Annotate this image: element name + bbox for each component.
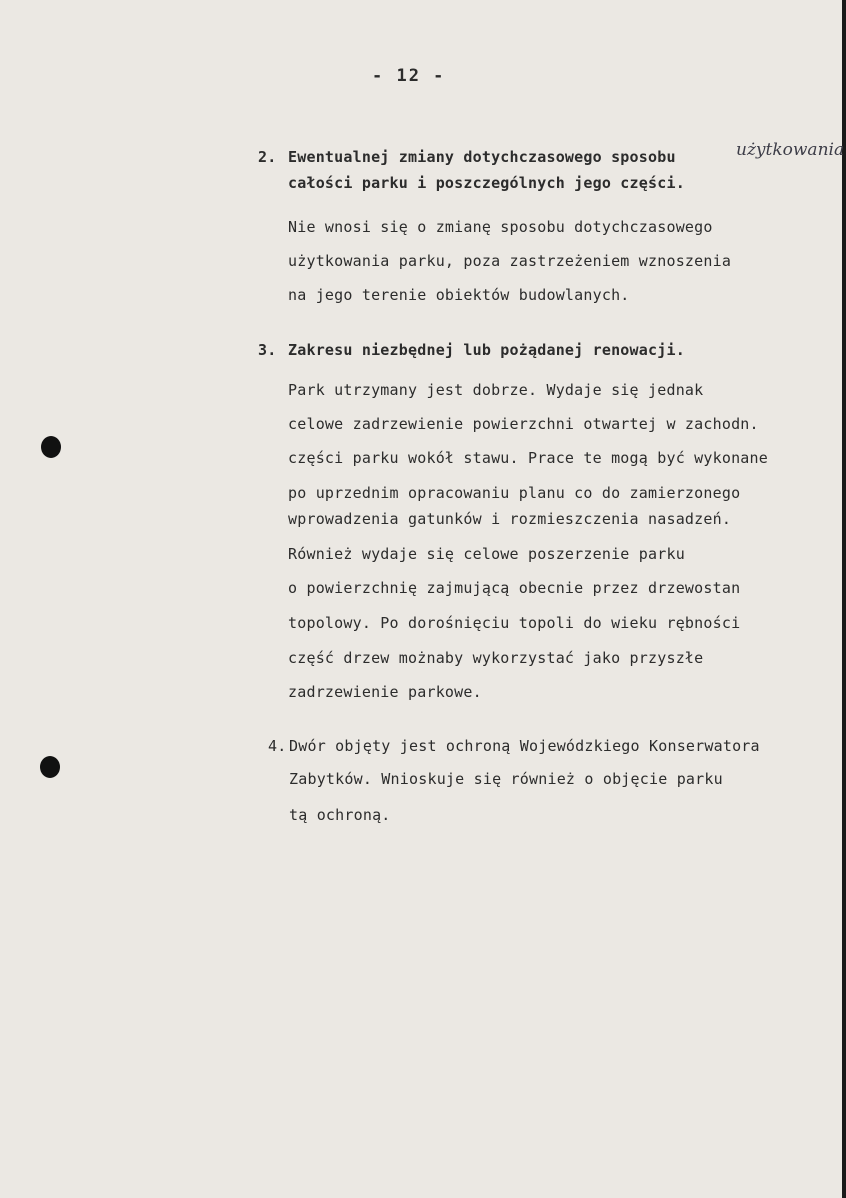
section-3-body-line: zadrzewienie parkowe. — [288, 683, 482, 701]
section-3-body-line: część drzew możnaby wykorzystać jako przyszłe — [288, 649, 704, 667]
section-3-body-line: celowe zadrzewienie powierzchni otwartej w zachodn. — [288, 415, 759, 433]
section-3-body-line: po uprzednim opracowaniu planu co do zamierzonego — [288, 484, 741, 502]
section-4-body-line: tą ochroną. — [289, 806, 391, 824]
section-2-body-line: Nie wnosi się o zmianę sposobu dotychczasowego — [288, 218, 713, 236]
section-3-body-line: części parku wokół stawu. Prace te mogą być wykonane — [288, 449, 768, 467]
page-number: - 12 - — [372, 66, 446, 86]
section-2-number: 2. — [258, 148, 277, 166]
section-2-heading-line-2: całości parku i poszczególnych jego części. — [288, 174, 685, 192]
section-2-body-line: na jego terenie obiektów budowlanych. — [288, 286, 630, 304]
section-4-body-line: Zabytków. Wnioskuje się również o objęcie parku — [289, 770, 723, 788]
section-3-heading: Zakresu niezbędnej lub pożądanej renowacji. — [288, 341, 685, 359]
section-3-body-line: Również wydaje się celowe poszerzenie parku — [288, 545, 685, 563]
section-2-body-line: użytkowania parku, poza zastrzeżeniem wznoszenia — [288, 252, 732, 270]
section-3-number: 3. — [258, 341, 277, 359]
section-2-heading-line-1: Ewentualnej zmiany dotychczasowego sposobu — [288, 148, 676, 166]
section-3-body-line: Park utrzymany jest dobrze. Wydaje się jednak — [288, 381, 704, 399]
punch-hole — [40, 756, 60, 778]
section-3-body-line: o powierzchnię zajmującą obecnie przez drzewostan — [288, 579, 741, 597]
section-4-number: 4. — [268, 737, 287, 755]
section-4-body-line: Dwór objęty jest ochroną Wojewódzkiego Konserwatora — [289, 737, 760, 755]
section-3-body-line: wprowadzenia gatunków i rozmieszczenia nasadzeń. — [288, 510, 732, 528]
section-3-body-line: topolowy. Po dorośnięciu topoli do wieku rębności — [288, 614, 741, 632]
punch-hole — [41, 436, 61, 458]
handwritten-annotation: użytkowania — [736, 140, 845, 160]
